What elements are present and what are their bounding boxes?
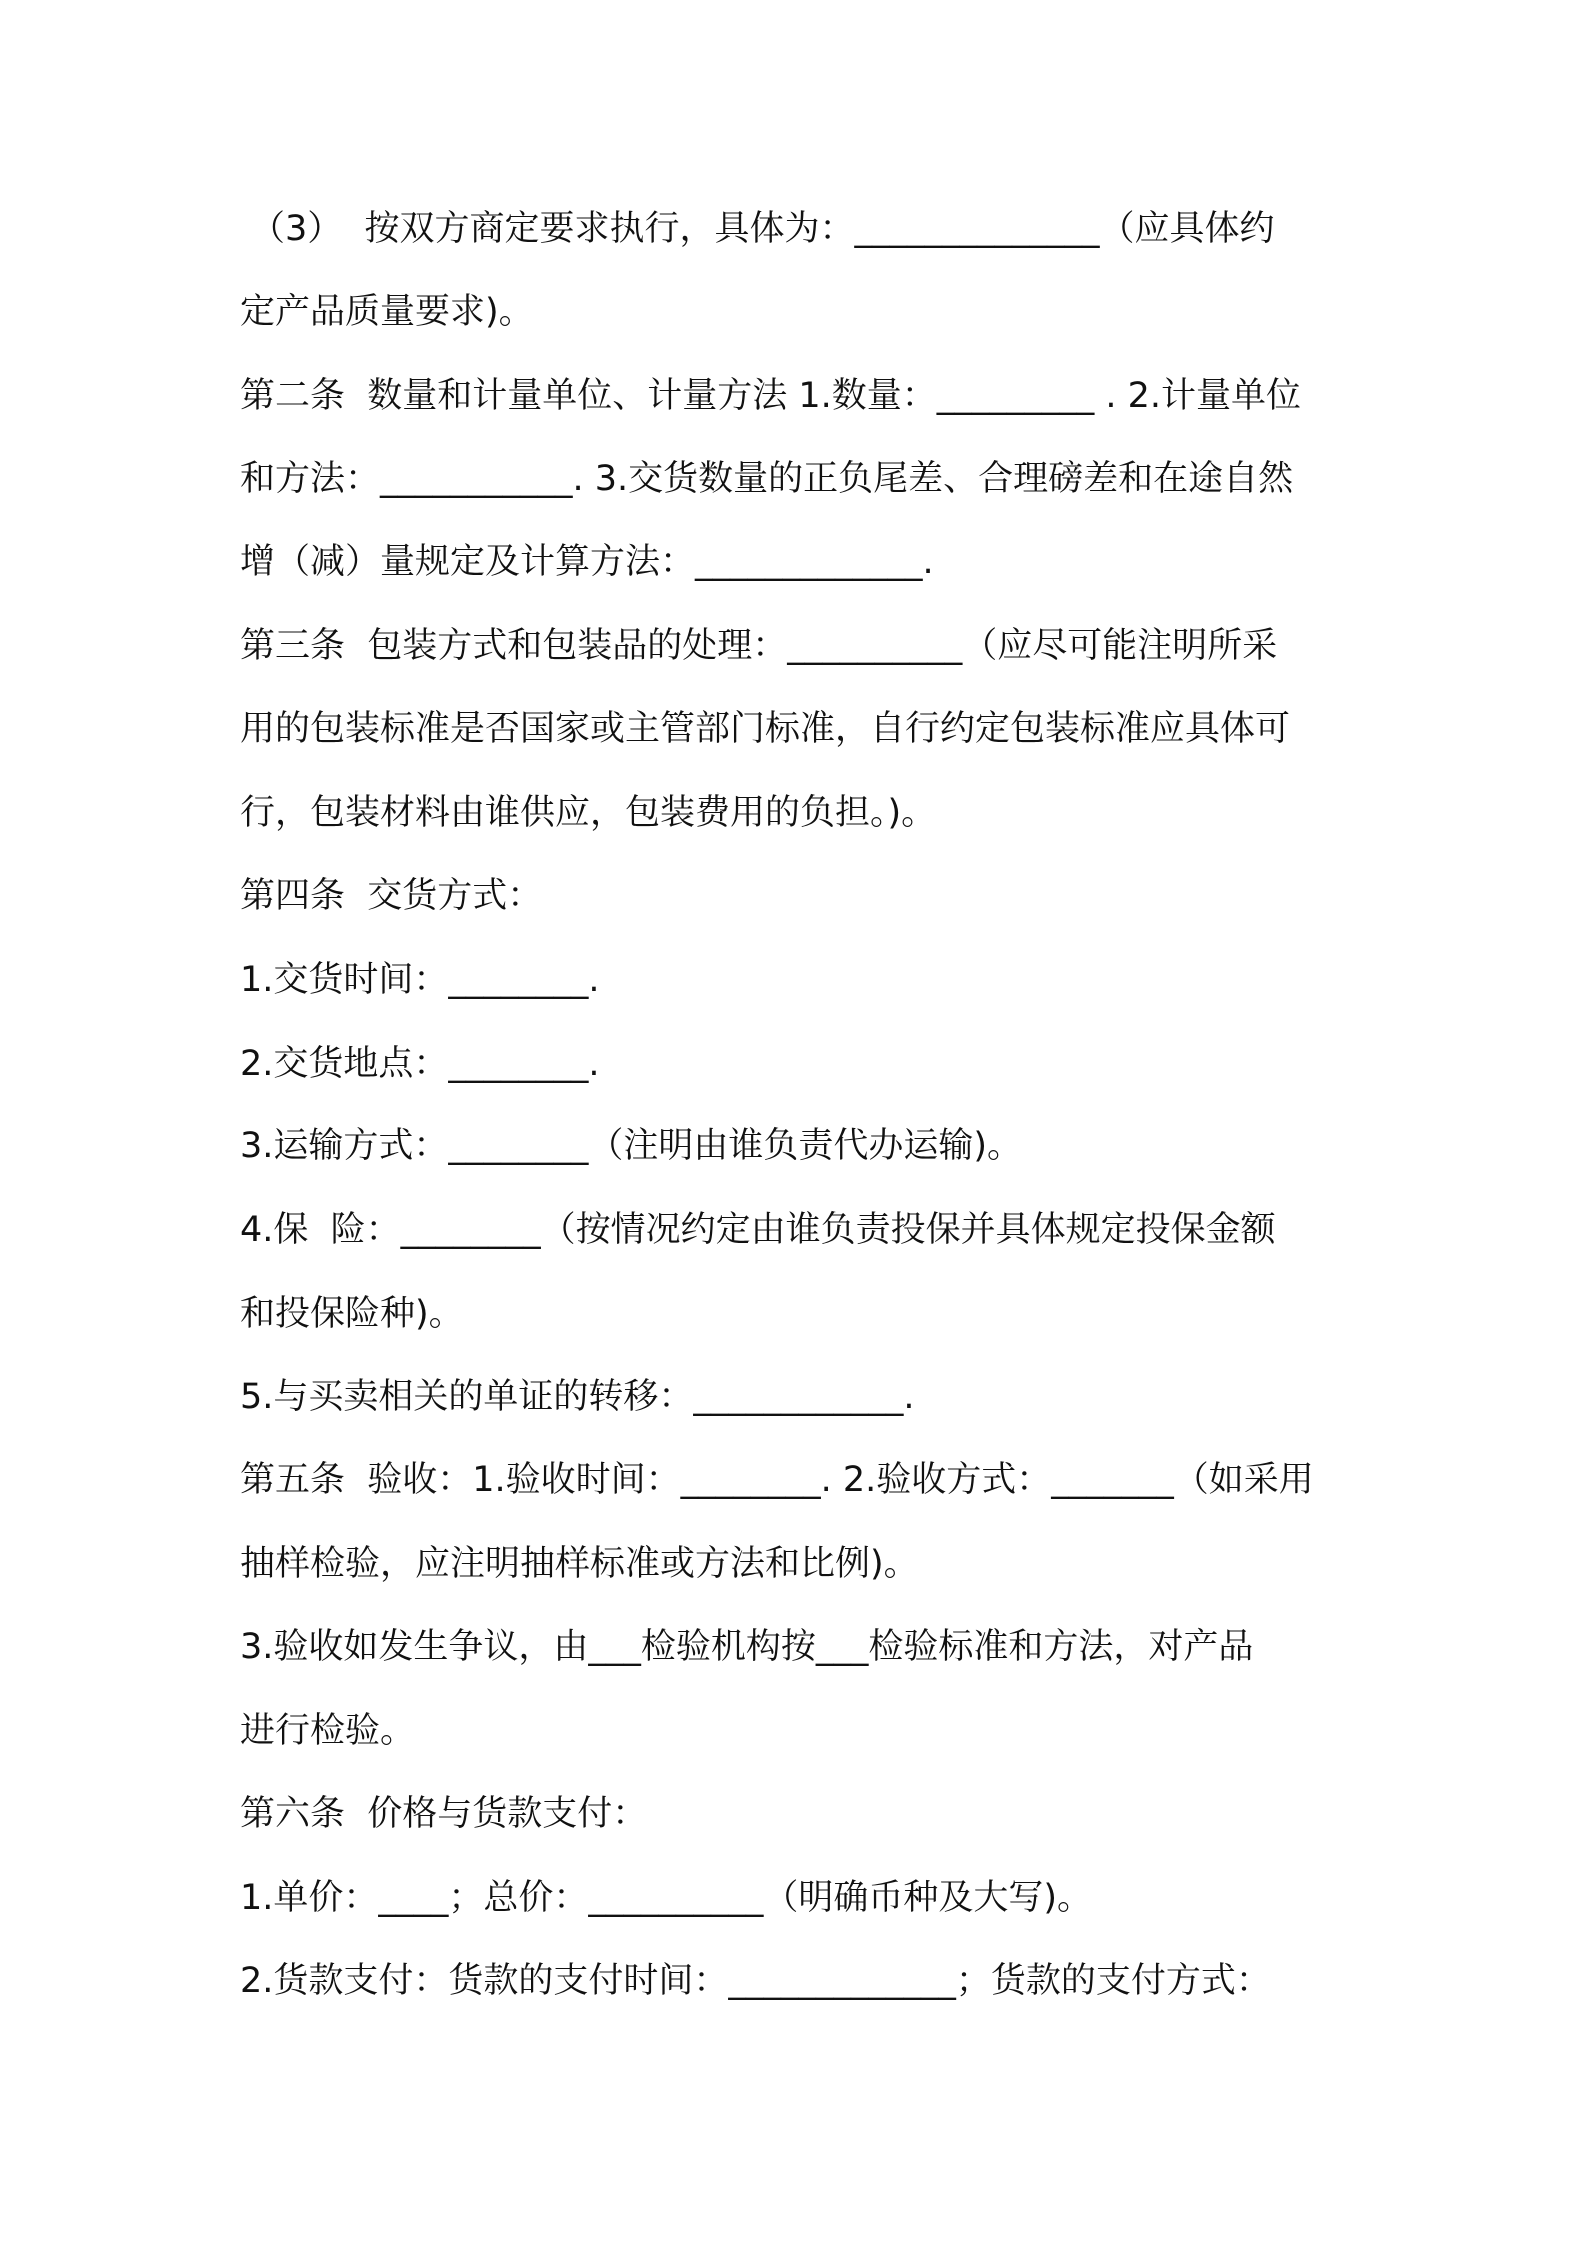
text-line: 增（减）量规定及计算方法：_____________.: [240, 542, 934, 582]
text-line: 抽样检验，应注明抽样标准或方法和比例)。: [240, 1544, 919, 1584]
text-line: 5.与买卖相关的单证的转移：____________.: [240, 1377, 915, 1417]
text-line: 1.单价：____；总价：__________（明确币种及大写)。: [240, 1878, 1093, 1918]
text-line: 定产品质量要求)。: [240, 292, 534, 332]
text-line: 3.运输方式：________（注明由谁负责代办运输)。: [240, 1126, 1023, 1166]
text-line: 和投保险种)。: [240, 1294, 464, 1334]
text-line: （3） 按双方商定要求执行，具体为：______________（应具体约: [250, 209, 1275, 249]
text-line: 2.货款支付：货款的支付时间：_____________；货款的支付方式：: [240, 1961, 1271, 2001]
text-line: 4.保 险：________（按情况约定由谁负责投保并具体规定投保金额: [240, 1210, 1276, 1250]
text-line: 第五条 验收：1.验收时间：________. 2.验收方式：_______（如采用: [240, 1460, 1314, 1500]
text-line: 3.验收如发生争议，由___检验机构按___检验标准和方法，对产品: [240, 1627, 1254, 1667]
text-line: 第六条 价格与货款支付：: [240, 1794, 648, 1834]
text-line: 用的包装标准是否国家或主管部门标准，自行约定包装标准应具体可: [240, 709, 1291, 749]
text-line: 和方法：___________. 3.交货数量的正负尾差、合理磅差和在途自然: [240, 459, 1294, 499]
text-line: 进行检验。: [240, 1711, 416, 1751]
text-line: 行，包装材料由谁供应，包装费用的负担。)。: [240, 793, 937, 833]
text-line: 2.交货地点：________.: [240, 1044, 600, 1084]
text-line: 1.交货时间：________.: [240, 960, 600, 1000]
text-line: 第四条 交货方式：: [240, 876, 543, 916]
text-line: 第三条 包装方式和包装品的处理：__________（应尽可能注明所采: [240, 626, 1278, 666]
text-line: 第二条 数量和计量单位、计量方法 1.数量：_________ . 2.计量单位: [240, 376, 1302, 416]
